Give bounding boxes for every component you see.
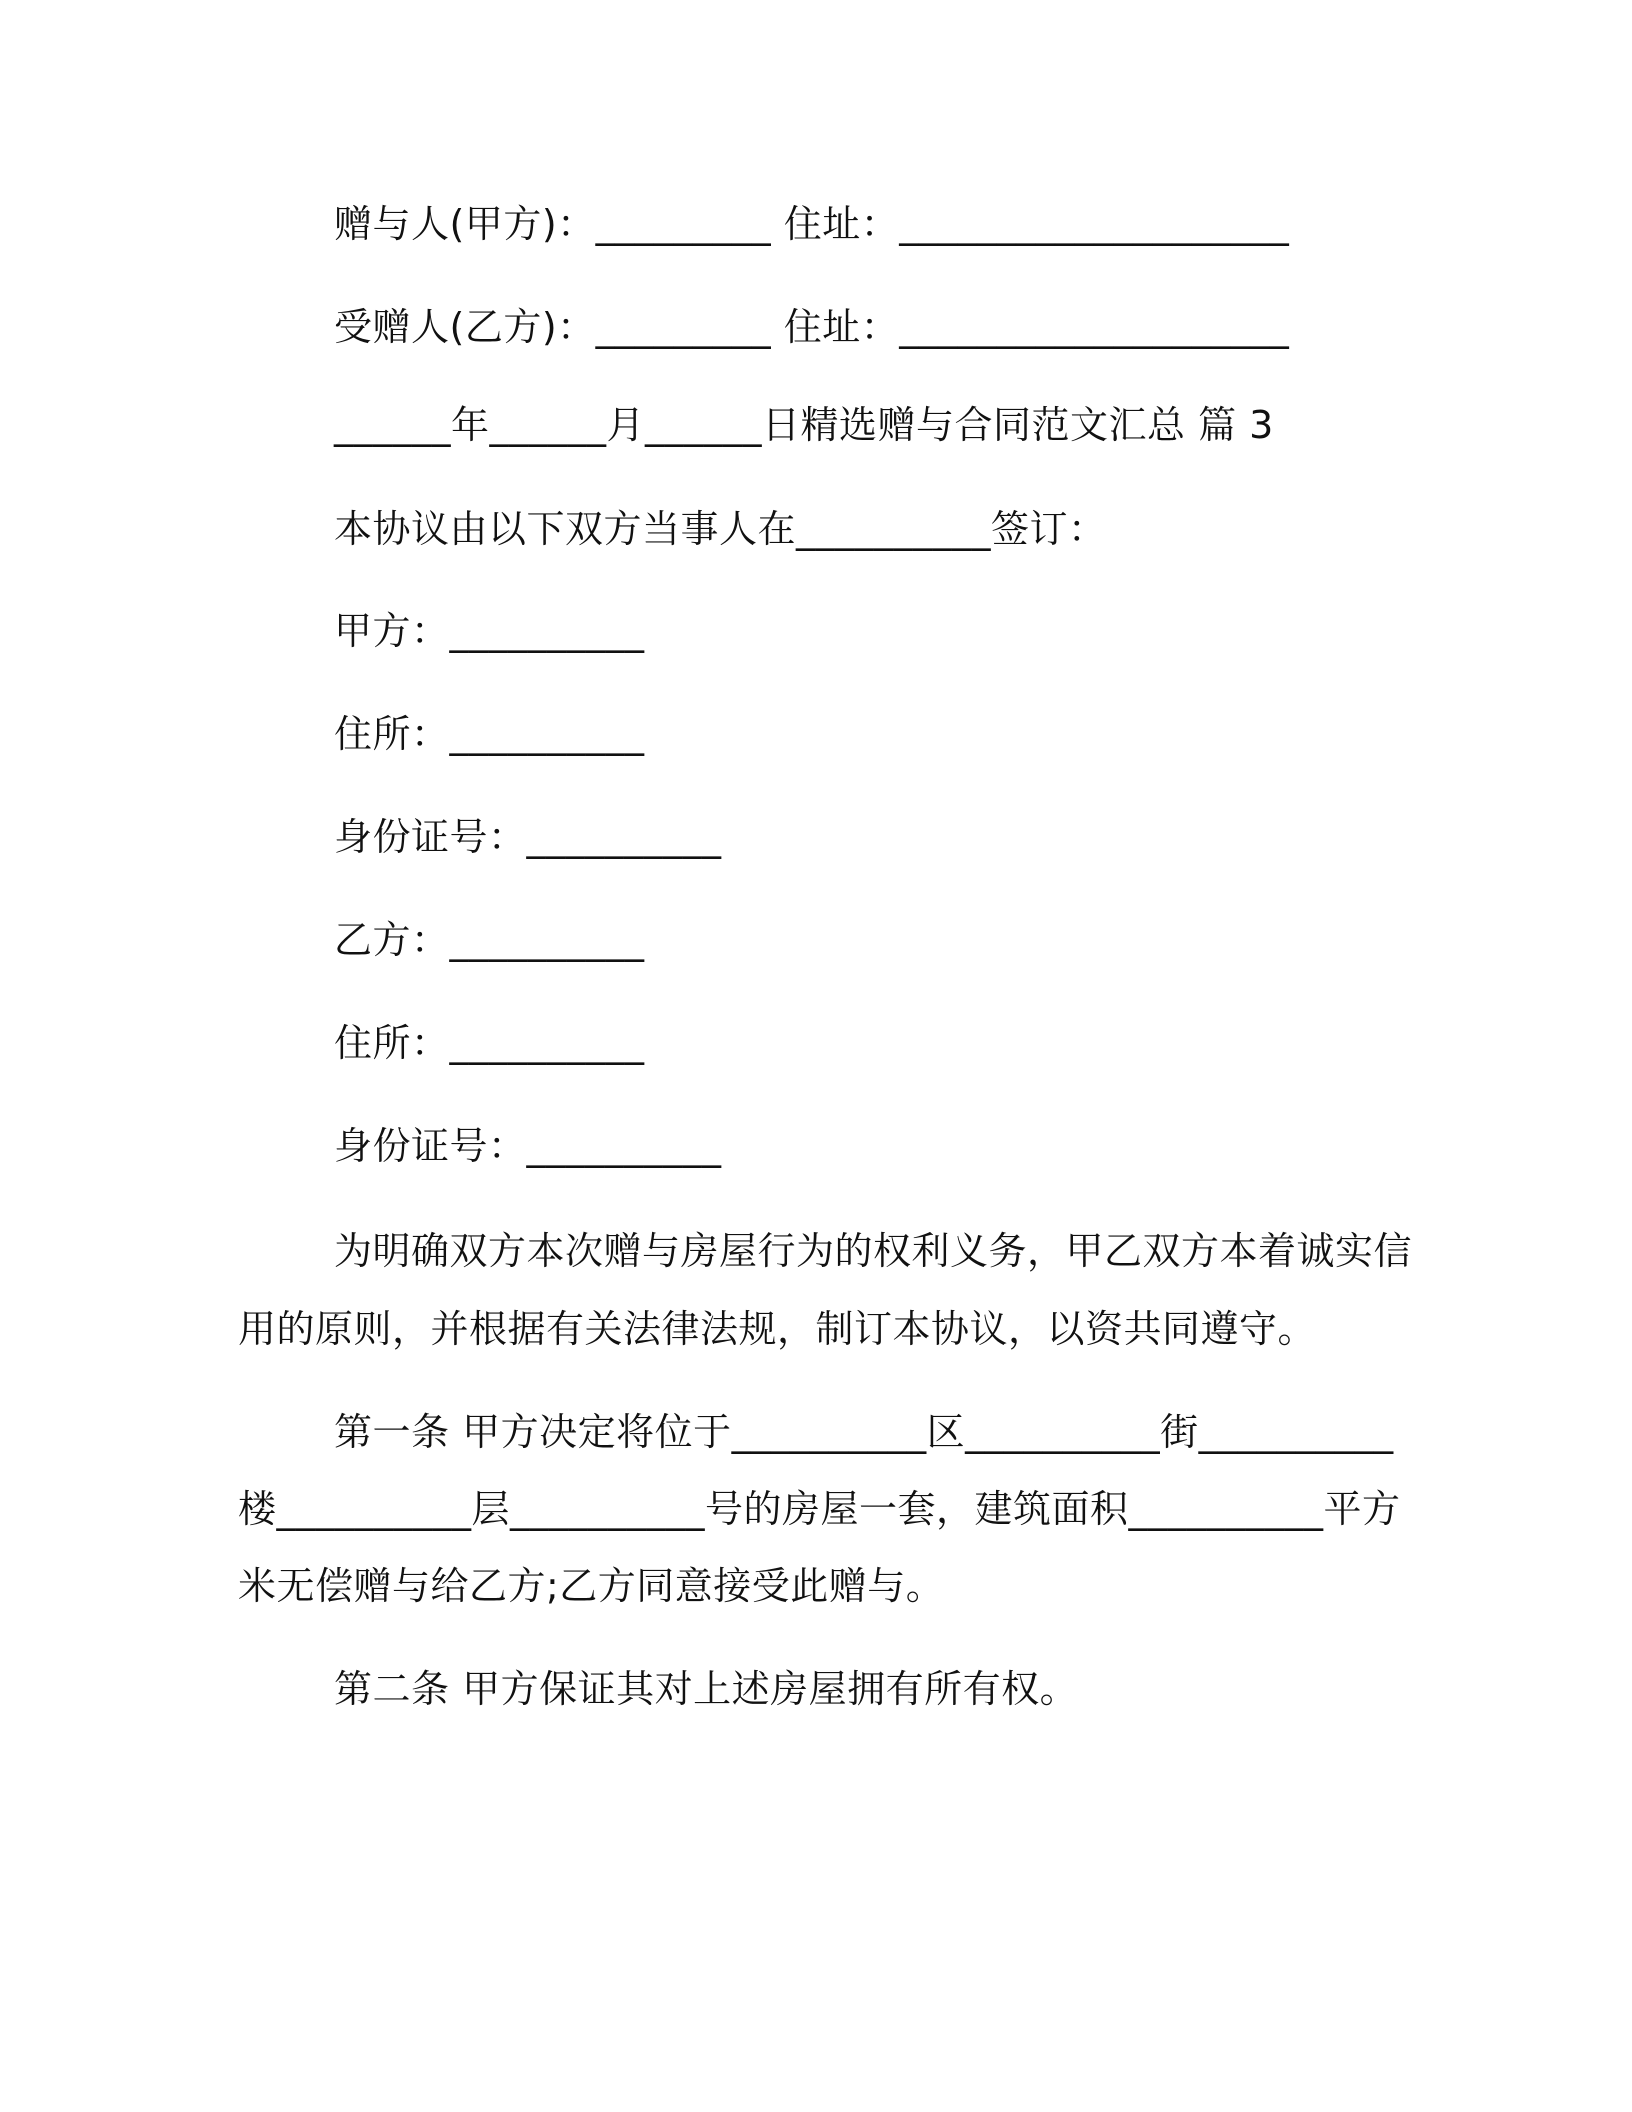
party-b-id-line: 身份证号：__________ (334, 1124, 722, 1168)
purpose-paragraph-line-1: 为明确双方本次赠与房屋行为的权利义务，甲乙双方本着诚实信 (334, 1229, 1413, 1273)
party-b-residence-line: 住所：__________ (334, 1021, 645, 1065)
article-two-line: 第二条 甲方保证其对上述房屋拥有所有权。 (334, 1667, 1079, 1711)
article-one-line-3: 米无偿赠与给乙方;乙方同意接受此赠与。 (238, 1564, 945, 1608)
donee-line: 受赠人(乙方)：_________ 住址：____________________ (334, 305, 1290, 349)
party-a-residence-line: 住所：__________ (334, 712, 645, 756)
party-a-line: 甲方：__________ (334, 609, 645, 653)
party-a-id-line: 身份证号：__________ (334, 815, 722, 859)
agreement-intro-line: 本协议由以下双方当事人在__________签订： (334, 507, 1107, 551)
donor-line: 赠与人(甲方)：_________ 住址：____________________ (334, 202, 1290, 246)
article-one-line-1: 第一条 甲方决定将位于__________区__________街__________ (334, 1410, 1394, 1454)
party-b-line: 乙方：__________ (334, 918, 645, 962)
purpose-paragraph-line-2: 用的原则，并根据有关法律法规，制订本协议，以资共同遵守。 (238, 1307, 1317, 1351)
date-and-title-line: ______年______月______日精选赠与合同范文汇总 篇 3 (334, 403, 1274, 447)
article-one-line-2: 楼__________层__________号的房屋一套，建筑面积__________平方 (238, 1487, 1401, 1531)
